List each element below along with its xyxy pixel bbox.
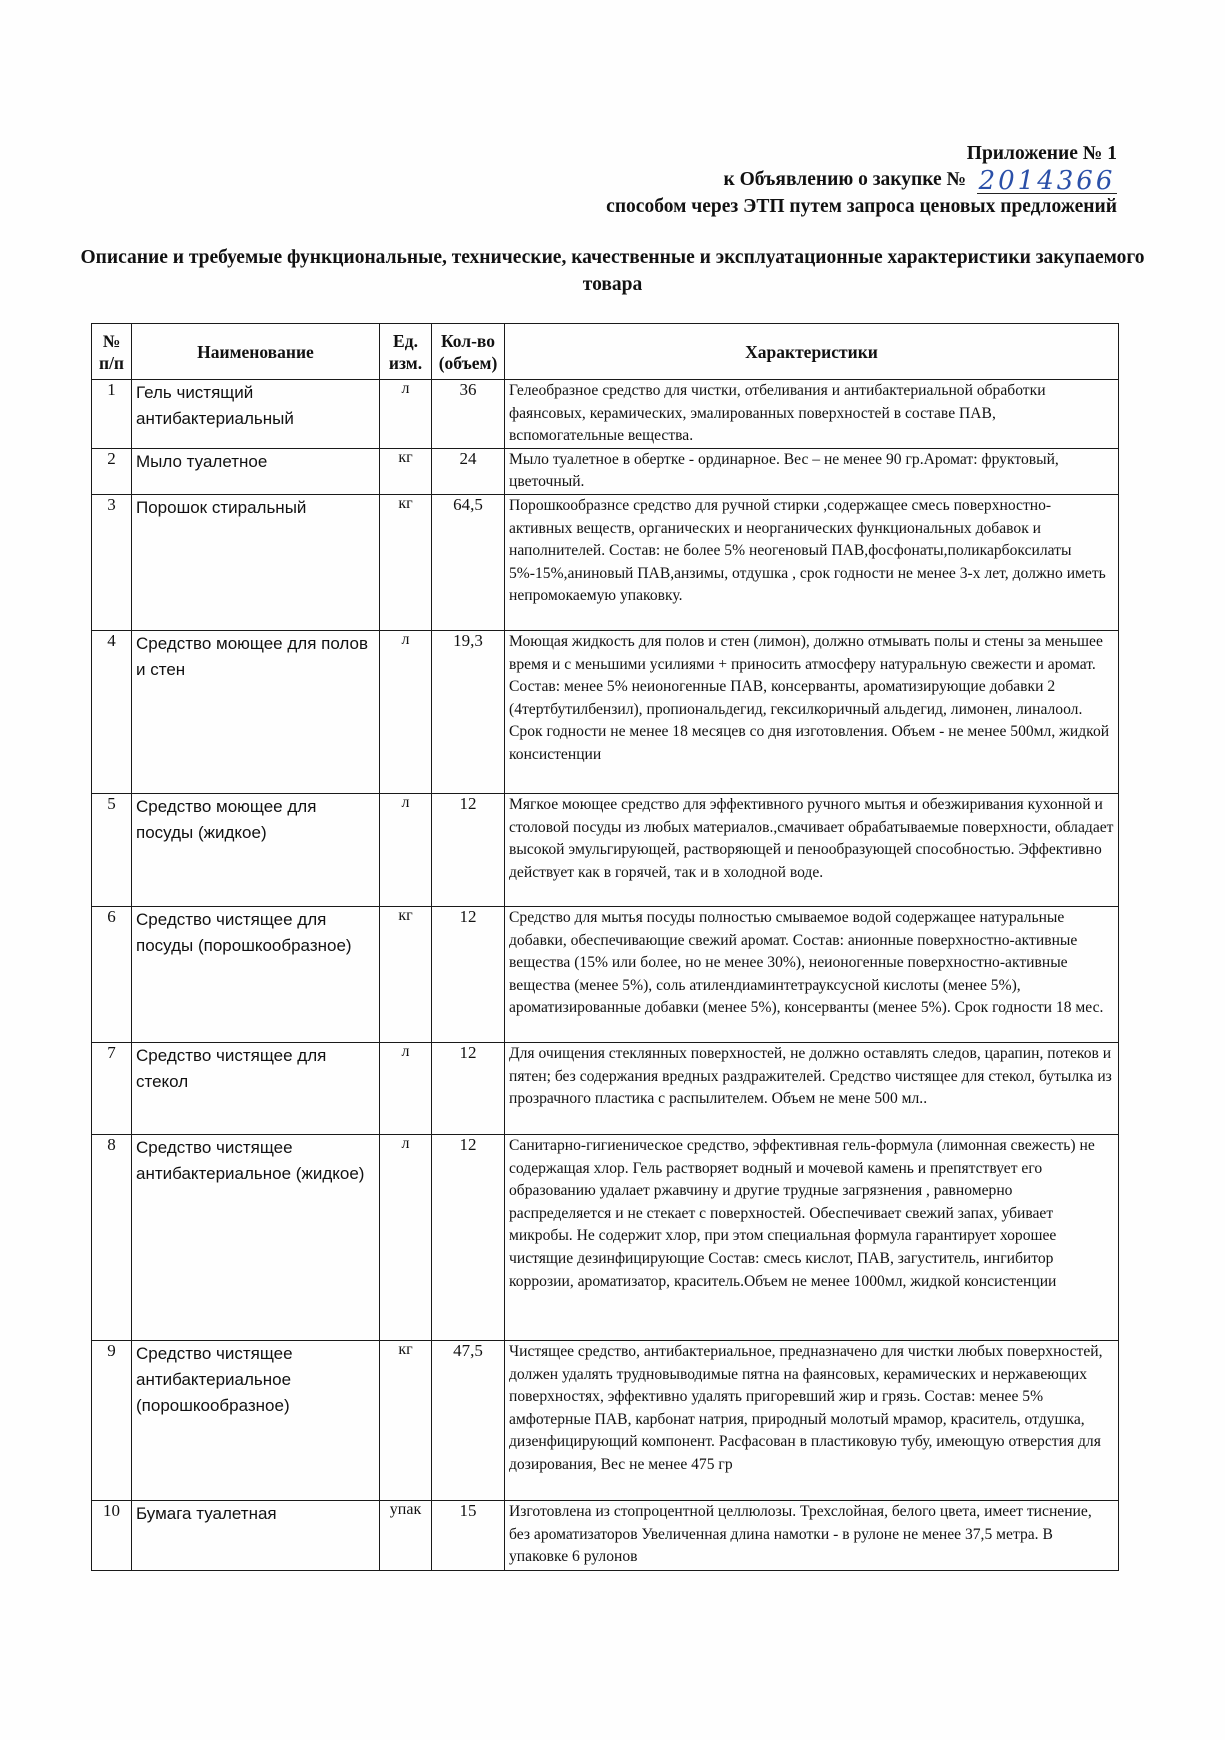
row-characteristics: Гелеобразное средство для чистки, отбеливания и антибактериальной обработки фаянсовых, керамических, эмалированных поверхностей в составе ПАВ, вспомогательные вещества. xyxy=(505,380,1119,449)
row-unit: л xyxy=(380,793,432,906)
header-unit: Ед. изм. xyxy=(380,324,432,380)
table-row xyxy=(92,1500,1119,1570)
announcement-label: к Объявлению о закупке № xyxy=(723,169,967,190)
row-name: Средство чистящее для стекол xyxy=(132,1042,380,1134)
table-row xyxy=(92,1042,1119,1134)
row-num: 7 xyxy=(92,1042,132,1134)
row-num: 4 xyxy=(92,630,132,793)
row-num: 6 xyxy=(92,906,132,1042)
row-characteristics: Средство для мытья посуды полностью смываемое водой содержащее натуральные добавки, обеспечивающие свежий аромат. Состав: анионные поверхностно-активные вещества (15% или более, но не менее 30%), неионогенные поверхностно-активные вещества (менее 5%), соль атилендиаминтетрауксусной кислоты (менее 5%), ароматизированные добавки (менее 5%), консерванты (менее 5%). Срок годности 18 мес. xyxy=(505,906,1119,1042)
row-name: Гель чистящий антибактериальный xyxy=(132,380,380,449)
row-num: 3 xyxy=(92,494,132,630)
row-unit: л xyxy=(380,1134,432,1340)
row-characteristics: Мягкое моющее средство для эффективного ручного мытья и обезжиривания кухонной и столовой посуды из любых материалов.,смачивает обрабатываемые поверхности, обладает высокой эмульгирующей, растворяющей и пенообразующей способностью. Эффективно действует как в горячей, так и в холодной воде. xyxy=(505,793,1119,906)
row-characteristics: Порошкообразнсе средство для ручной стирки ,содержащее смесь поверхностно-активных веществ, органических и неорганических функциональных добавок и наполнителей. Состав: не более 5% неогеновый ПАВ,фосфонаты,поликарбоксилаты 5%-15%,аниновый ПАВ,анзимы, отдушка , срок годности не менее 3-х лет, должно иметь непромокаемую упаковку. xyxy=(505,494,1119,630)
row-qty: 19,3 xyxy=(432,630,505,793)
row-qty: 12 xyxy=(432,1042,505,1134)
announcement-line xyxy=(723,166,1117,196)
row-num: 9 xyxy=(92,1340,132,1500)
row-unit: кг xyxy=(380,494,432,630)
row-characteristics: Санитарно-гигиеническое средство, эффективная гель-формула (лимонная свежесть) не содержащая хлор. Гель растворяет водный и мочевой камень и препятствует его образованию удалает ржавчину и другие трудные загрязнения , равномерно распределяется и не стекает с поверхностей. Обеспечивает свежий запах, убивает микробы. Не содержит хлор, при этом специальная формула гарантирует хорошее чистящие дезинфицирующие Состав: смесь кислот, ПАВ, загуститель, ингибитор коррозии, ароматизатор, краситель.Объем не менее 1000мл, жидкой консистенции xyxy=(505,1134,1119,1340)
row-qty: 36 xyxy=(432,380,505,449)
appendix-label-text: Приложение № 1 xyxy=(966,143,1117,164)
row-name: Порошок стиральный xyxy=(132,494,380,630)
header-qty: Кол-во (объем) xyxy=(432,324,505,380)
table-row xyxy=(92,793,1119,906)
row-qty: 12 xyxy=(432,1134,505,1340)
row-qty: 24 xyxy=(432,448,505,494)
row-name: Мыло туалетное xyxy=(132,448,380,494)
appendix-label xyxy=(967,143,1117,165)
row-unit: упак xyxy=(380,1500,432,1570)
row-name: Средство моющее для полов и стен xyxy=(132,630,380,793)
table-row xyxy=(92,1134,1119,1340)
row-num: 5 xyxy=(92,793,132,906)
row-unit: л xyxy=(380,380,432,449)
row-characteristics: Моющая жидкость для полов и стен (лимон), должно отмывать полы и стены за меньшее время и с меньшими усилиями + приносить атмосферу натуральную свежести и аромат. Состав: менее 5% неионогенные ПАВ, консерванты, ароматизирующие добавки 2 (4тертбутилбензил), пропиональдегид, гексилкоричный альдегид, лимонен, линалоол. Срок годности не менее 18 месяцев со дня изготовления. Объем - не менее 500мл, жидкой консистенции xyxy=(505,630,1119,793)
row-name: Средство чистящее антибактериальное (жидкое) xyxy=(132,1134,380,1340)
row-num: 1 xyxy=(92,380,132,449)
row-characteristics: Для очищения стеклянных поверхностей, не должно оставлять следов, царапин, потеков и пятен; без содержания вредных раздражителей. Средство чистящее для стекол, бутылка из прозрачного пластика с распылителем. Объем не мене 500 мл.. xyxy=(505,1042,1119,1134)
announcement-number: 2014366 xyxy=(978,166,1116,196)
method-line xyxy=(606,196,1117,218)
header-characteristics: Характеристики xyxy=(505,324,1119,380)
row-name: Средство моющее для посуды (жидкое) xyxy=(132,793,380,906)
table-row xyxy=(92,630,1119,793)
row-name: Средство чистящее для посуды (порошкообразное) xyxy=(132,906,380,1042)
row-unit: кг xyxy=(380,448,432,494)
row-qty: 47,5 xyxy=(432,1340,505,1500)
row-name: Средство чистящее антибактериальное (порошкообразное) xyxy=(132,1340,380,1500)
row-name: Бумага туалетная xyxy=(132,1500,380,1570)
row-characteristics: Мыло туалетное в обертке - ординарное. Вес – не менее 90 гр.Аромат: фруктовый, цветочный. xyxy=(505,448,1119,494)
row-num: 2 xyxy=(92,448,132,494)
document-title: Описание и требуемые функциональные, технические, качественные и эксплуатационные характеристики закупаемого товара xyxy=(80,247,1145,295)
header-name: Наименование xyxy=(132,324,380,380)
table-header-row xyxy=(92,324,1119,380)
row-qty: 12 xyxy=(432,793,505,906)
row-characteristics: Изготовлена из стопроцентной целлюлозы. Трехслойная, белого цвета, имеет тиснение, без ароматизаторов Увеличенная длина намотки - в рулоне не менее 37,5 метра. В упаковке 6 рулонов xyxy=(505,1500,1119,1570)
table-row xyxy=(92,906,1119,1042)
row-characteristics: Чистящее средство, антибактериальное, предназначено для чистки любых поверхностей, должен удалять трудновыводимые пятна на фаянсовых, керамических и нержавеющих поверхностях, эффективно удалять пригоревший жир и грязь. Состав: менее 5% амфотерные ПАВ, карбонат натрия, природный молотый мрамор, краситель, отдушка, дизенфицирующий компонент. Расфасован в пластиковую тубу, имеющую отверстия для дозирования, Вес не менее 475 гр xyxy=(505,1340,1119,1500)
row-num: 8 xyxy=(92,1134,132,1340)
row-num: 10 xyxy=(92,1500,132,1570)
table-row xyxy=(92,1340,1119,1500)
row-qty: 64,5 xyxy=(432,494,505,630)
row-unit: л xyxy=(380,1042,432,1134)
row-unit: л xyxy=(380,630,432,793)
header-num: № п/п xyxy=(92,324,132,380)
row-qty: 12 xyxy=(432,906,505,1042)
specification-table xyxy=(91,323,1119,1571)
table-row xyxy=(92,494,1119,630)
row-qty: 15 xyxy=(432,1500,505,1570)
method-label: способом через ЭТП путем запроса ценовых предложений xyxy=(606,196,1117,217)
row-unit: кг xyxy=(380,906,432,1042)
table-row xyxy=(92,448,1119,494)
row-unit: кг xyxy=(380,1340,432,1500)
table-row xyxy=(92,380,1119,449)
